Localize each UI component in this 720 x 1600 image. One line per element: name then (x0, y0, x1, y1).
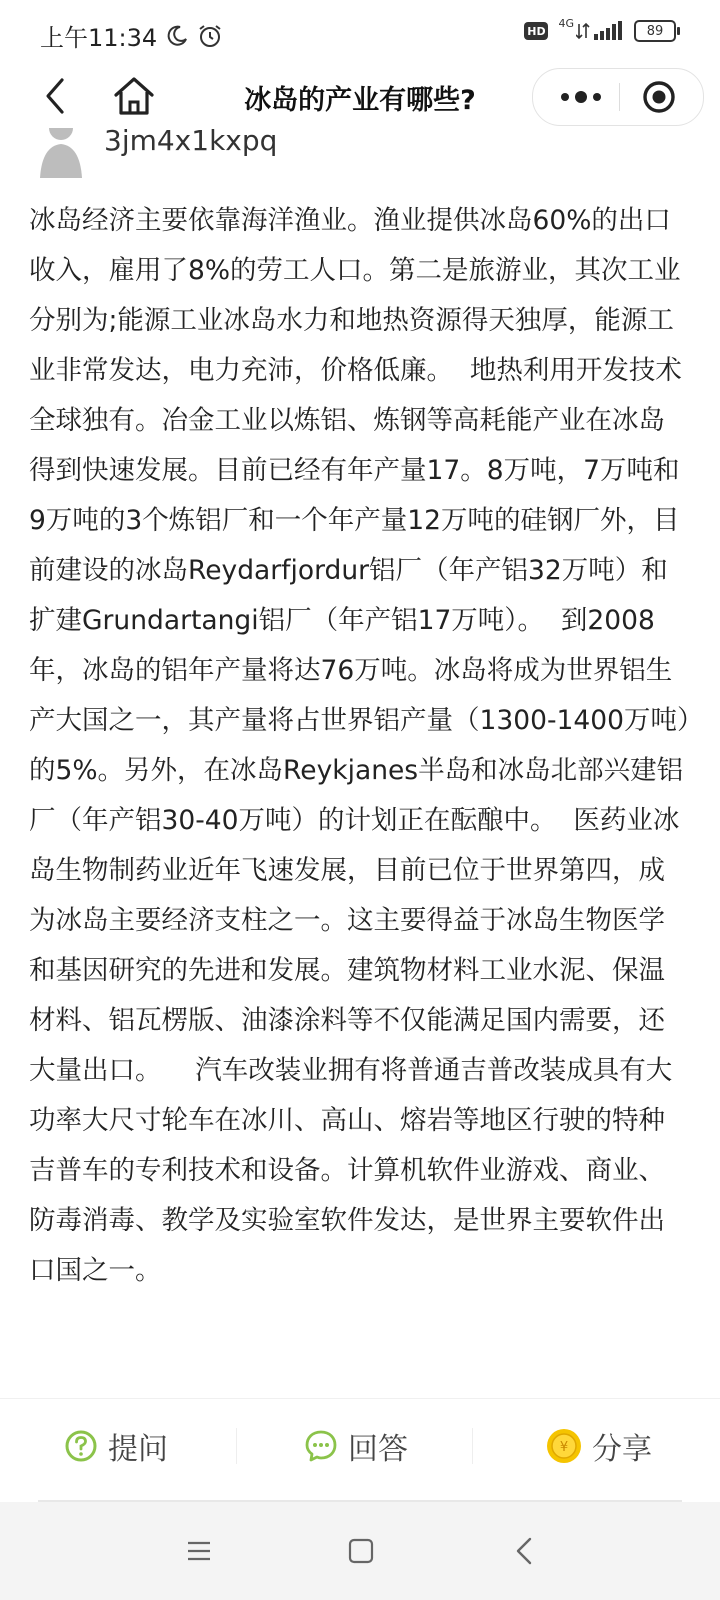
hd-icon: HD (524, 22, 548, 40)
author-name[interactable]: 3jm4x1kxpq (104, 128, 278, 157)
question-icon (64, 1429, 98, 1463)
status-time-group (40, 18, 223, 53)
page-title: 冰岛的产业有哪些? (244, 85, 476, 116)
answer-button[interactable] (304, 1422, 408, 1470)
comment-icon (304, 1429, 338, 1463)
network-label: 4G (558, 16, 574, 30)
action-separator (472, 1428, 473, 1464)
more-icon[interactable] (551, 79, 611, 115)
signal-icon (576, 20, 624, 42)
close-icon[interactable] (639, 79, 679, 115)
battery-icon (634, 20, 676, 42)
svg-text:¥: ¥ (559, 1440, 569, 1455)
mini-program-capsule (532, 68, 704, 126)
share-label: 分享 (592, 1432, 652, 1467)
divider (0, 1398, 720, 1399)
status-right (524, 16, 676, 42)
answer-author-row (36, 128, 696, 188)
back-icon[interactable] (36, 76, 76, 116)
nav-bar (0, 64, 720, 128)
back-triangle-icon[interactable] (512, 1536, 538, 1566)
answer-text: 冰岛经济主要依靠海洋渔业。渔业提供冰岛60%的出口收入，雇用了8%的劳工人口。第二是旅游业，其次工业分别为;能源工业冰岛水力和地热资源得天独厚，能源工业非常发达，电力充沛，价格低廉。 地热利用开发技术全球独有。冶金工业以炼铝、炼钢等高耗能产业在冰岛得到快速发展。目前已经有年产量17。8万吨，7万吨和9万吨的3个炼铝厂和一个年产量12万吨的硅钢厂外，目前建设的冰岛Reydarfjordur铝厂（年产铝32万吨）和扩建Grundartangi铝厂（年产铝17万吨）。 到2008年，冰岛的铝年产量将达76万吨。冰岛将成为世界铝生产大国之一，其产量将占世界铝产量（1300-1400万吨）的5%。另外，在冰岛Reykjanes半岛和冰岛北部兴建铝厂（年产铝30-40万吨）的计划正在酝酿中。 医药业冰岛生物制药业近年飞速发展，目前已位于世界第四，成为冰岛主要经济支柱之一。这主要得益于冰岛生物医学和基因研究的先进和发展。建筑物材料工业水泥、保温材料、铝瓦楞版、油漆涂料等不仅能满足国内需要，还大量出口。 汽车改装业拥有将普通吉普改装成具有大功率大尺寸轮车在冰川、高山、熔岩等地区行驶的特种吉普车的专利技术和设备。计算机软件业游戏、商业、防毒消毒、教学及实验室软件发达，是世界主要软件出口国之一。 (29, 205, 691, 1286)
answer-label: 回答 (348, 1432, 408, 1467)
ask-button[interactable] (64, 1422, 168, 1470)
coin-icon (546, 1428, 582, 1464)
moon-icon (165, 24, 189, 48)
status-time: 上午11:34 (40, 24, 158, 52)
ask-label: 提问 (108, 1432, 168, 1467)
capsule-divider (619, 83, 620, 111)
menu-icon[interactable] (186, 1538, 212, 1564)
action-bar (0, 1400, 720, 1500)
action-separator (236, 1428, 237, 1464)
system-nav-bar (0, 1502, 720, 1600)
status-bar (0, 0, 720, 64)
alarm-icon (197, 23, 223, 49)
home-square-icon[interactable] (348, 1538, 374, 1564)
battery-level: 89 (646, 23, 664, 39)
share-button[interactable] (546, 1422, 652, 1470)
home-icon[interactable] (112, 74, 156, 118)
avatar[interactable] (36, 128, 86, 178)
